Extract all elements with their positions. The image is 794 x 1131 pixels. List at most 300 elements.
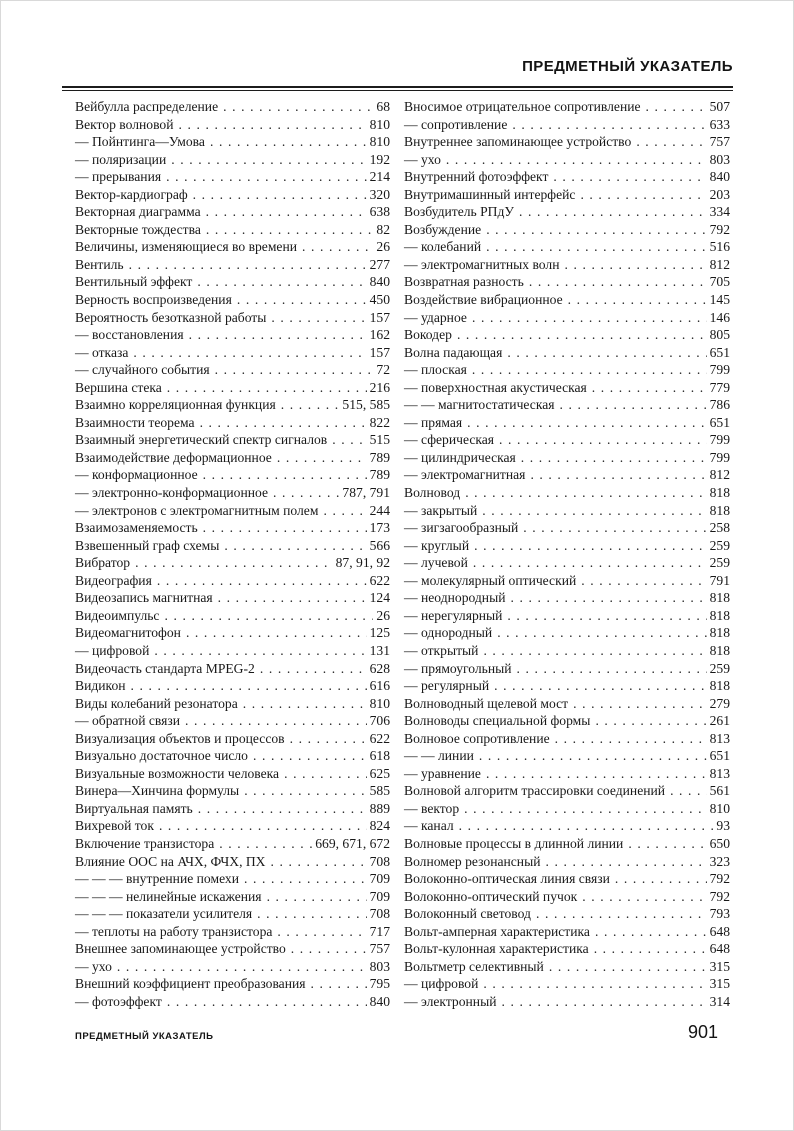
dot-leader: [129, 256, 367, 274]
index-page-number: 810: [709, 800, 730, 816]
index-page-number: 633: [709, 116, 730, 132]
index-entry: [75, 221, 390, 239]
index-term: Вентиль: [75, 256, 124, 272]
dot-leader: [131, 677, 367, 695]
dot-leader: [474, 537, 707, 555]
index-entry: [404, 677, 730, 695]
dot-leader: [511, 589, 707, 607]
index-page-number: 315: [709, 976, 730, 992]
dot-leader: [159, 817, 367, 835]
index-page-number: 585: [369, 783, 390, 799]
index-page-number: 818: [709, 607, 730, 623]
index-term: — сопротивление: [404, 116, 508, 132]
index-term: — ударное: [404, 309, 467, 325]
index-term: — электромагнитных волн: [404, 256, 560, 272]
index-term: — конформационное: [75, 467, 198, 483]
dot-leader: [507, 607, 706, 625]
dot-leader: [271, 309, 366, 327]
index-term: Волоконно-оптический пучок: [404, 888, 578, 904]
index-page-number: 799: [709, 432, 730, 448]
dot-leader: [497, 624, 706, 642]
dot-leader: [519, 203, 707, 221]
dot-leader: [311, 975, 367, 993]
dot-leader: [178, 116, 366, 134]
index-entry: [75, 782, 390, 800]
index-entry: [404, 133, 730, 151]
index-term: Вейбулла распределение: [75, 99, 219, 114]
index-entry: [75, 186, 390, 204]
index-entry: [404, 572, 730, 590]
dot-leader: [465, 484, 706, 502]
index-entry: [404, 221, 730, 239]
dot-leader: [457, 326, 707, 344]
index-entry: [404, 396, 730, 414]
index-entry: [404, 747, 730, 765]
dot-leader: [157, 572, 367, 590]
index-term: — молекулярный оптический: [404, 572, 577, 588]
index-entry: [404, 888, 730, 906]
dot-leader: [464, 800, 706, 818]
index-term: — отказа: [75, 344, 129, 360]
dot-leader: [332, 431, 366, 449]
index-column-left: [75, 98, 390, 1010]
index-term: Взаимный энергетический спектр сигналов: [75, 432, 328, 448]
index-entry: [404, 975, 730, 993]
index-term: — электронный: [404, 993, 497, 1009]
index-term: Волоконно-оптическая линия связи: [404, 871, 610, 887]
index-term: Визуализация объектов и процессов: [75, 730, 285, 746]
index-page-number: 840: [369, 274, 390, 290]
index-page-number: 68: [376, 99, 390, 114]
index-page-number: 793: [709, 906, 730, 922]
index-entry: [404, 817, 730, 835]
index-term: — нерегулярный: [404, 607, 503, 623]
index-term: Взаимно корреляционная функция: [75, 397, 276, 413]
index-entry: [404, 905, 730, 923]
index-entry: [75, 642, 390, 660]
index-term: Вольтметр селективный: [404, 958, 544, 974]
index-entry: [404, 484, 730, 502]
index-term: — прерывания: [75, 169, 162, 185]
index-entry: [404, 695, 730, 713]
index-entry: [75, 817, 390, 835]
index-term: Визуально достаточное число: [75, 748, 248, 764]
dot-leader: [568, 291, 707, 309]
dot-leader: [203, 519, 367, 537]
index-page-number: 618: [369, 748, 390, 764]
dot-leader: [573, 695, 707, 713]
index-page-number: 320: [369, 186, 390, 202]
index-page-number: 813: [709, 765, 730, 781]
index-entry: [75, 747, 390, 765]
dot-leader: [260, 660, 367, 678]
index-term: Волновой алгоритм трассировки соединений: [404, 783, 666, 799]
index-entry: [404, 712, 730, 730]
index-page-number: 810: [369, 134, 390, 150]
dot-leader: [284, 765, 367, 783]
dot-leader: [536, 905, 707, 923]
index-entry: [404, 782, 730, 800]
index-term: — зигзагообразный: [404, 520, 519, 536]
index-page-number: 792: [709, 221, 730, 237]
index-page-number: 279: [709, 695, 730, 711]
index-entry: [404, 98, 730, 116]
index-entry: [75, 98, 390, 116]
index-entry: [75, 835, 390, 853]
index-page-number: 818: [709, 502, 730, 518]
index-term: — вектор: [404, 800, 460, 816]
index-page-number: 450: [369, 292, 390, 308]
dot-leader: [267, 888, 367, 906]
dot-leader: [117, 958, 367, 976]
index-term: — сферическая: [404, 432, 495, 448]
dot-leader: [595, 923, 707, 941]
index-term: Вектор-кардиограф: [75, 186, 188, 202]
index-entry: [75, 923, 390, 941]
dot-leader: [224, 537, 366, 555]
index-entry: [404, 291, 730, 309]
index-page-number: 515: [369, 432, 390, 448]
dot-leader: [203, 466, 367, 484]
index-term: Вибратор: [75, 555, 131, 571]
index-page-number: 818: [709, 625, 730, 641]
dot-leader: [560, 396, 707, 414]
dot-leader: [555, 730, 707, 748]
index-column-right: [404, 98, 730, 1010]
index-entry: [404, 238, 730, 256]
dot-leader: [166, 168, 367, 186]
index-page-number: 277: [369, 256, 390, 272]
index-entry: [75, 993, 390, 1011]
index-page-number: 803: [709, 151, 730, 167]
index-page-number: 315: [709, 958, 730, 974]
index-page-number: 651: [709, 414, 730, 430]
dot-leader: [512, 116, 706, 134]
dot-leader: [472, 309, 707, 327]
index-page-number: 561: [709, 783, 730, 799]
index-term: Волноводы специальной формы: [404, 713, 591, 729]
index-term: — случайного события: [75, 362, 210, 378]
index-term: Волоконный световод: [404, 906, 531, 922]
index-term: Волновые процессы в длинной линии: [404, 835, 624, 851]
index-page-number: 669, 671, 672: [315, 835, 390, 851]
footer-running-title: ПРЕДМЕТНЫЙ УКАЗАТЕЛЬ: [75, 1031, 214, 1042]
dot-leader: [517, 660, 707, 678]
index-term: Визуальные возможности человека: [75, 765, 280, 781]
index-term: — неоднородный: [404, 590, 506, 606]
index-entry: [404, 431, 730, 449]
dot-leader: [186, 624, 367, 642]
index-term: — прямоугольный: [404, 660, 512, 676]
dot-leader: [210, 133, 367, 151]
index-columns: [75, 98, 730, 1010]
index-page-number: 792: [709, 871, 730, 887]
index-entry: [404, 519, 730, 537]
index-entry: [75, 519, 390, 537]
dot-leader: [564, 256, 706, 274]
index-page-number: 622: [369, 730, 390, 746]
index-page-number: 786: [709, 397, 730, 413]
index-page-number: 840: [369, 993, 390, 1009]
index-entry: [75, 572, 390, 590]
index-page-number: 93: [716, 818, 730, 834]
index-entry: [75, 256, 390, 274]
index-page-number: 203: [709, 186, 730, 202]
dot-leader: [243, 695, 367, 713]
index-term: Вольт-амперная характеристика: [404, 923, 590, 939]
index-page-number: 261: [709, 713, 730, 729]
index-entry: [75, 712, 390, 730]
index-term: — фотоэффект: [75, 993, 162, 1009]
index-term: — лучевой: [404, 555, 468, 571]
index-entry: [404, 958, 730, 976]
index-term: Виды колебаний резонатора: [75, 695, 238, 711]
index-page-number: 812: [709, 467, 730, 483]
index-page-number: 628: [369, 660, 390, 676]
index-page-number: 789: [369, 467, 390, 483]
index-term: Видикон: [75, 678, 126, 694]
dot-leader: [581, 572, 706, 590]
index-entry: [404, 414, 730, 432]
index-page-number: 258: [709, 520, 730, 536]
index-entry: [75, 624, 390, 642]
index-term: Видеозапись магнитная: [75, 590, 213, 606]
index-entry: [404, 449, 730, 467]
index-entry: [75, 695, 390, 713]
running-head-title: ПРЕДМЕТНЫЙ УКАЗАТЕЛЬ: [522, 58, 733, 75]
dot-leader: [189, 326, 367, 344]
index-entry: [404, 537, 730, 555]
index-entry: [75, 888, 390, 906]
index-term: — регулярный: [404, 678, 490, 694]
index-page-number: 810: [369, 116, 390, 132]
index-entry: [75, 537, 390, 555]
index-page-number: 72: [376, 362, 390, 378]
index-term: Верность воспроизведения: [75, 292, 232, 308]
index-page-number: 26: [376, 607, 390, 623]
index-page-number: 323: [709, 853, 730, 869]
dot-leader: [501, 993, 706, 1011]
index-entry: [75, 975, 390, 993]
index-term: — цилиндрическая: [404, 449, 516, 465]
index-page-number: 648: [709, 923, 730, 939]
index-page-number: 214: [369, 169, 390, 185]
index-term: Вероятность безотказной работы: [75, 309, 267, 325]
index-entry: [75, 554, 390, 572]
dot-leader: [546, 853, 707, 871]
index-entry: [404, 466, 730, 484]
dot-leader: [193, 186, 367, 204]
index-entry: [75, 379, 390, 397]
index-entry: [404, 589, 730, 607]
dot-leader: [529, 273, 707, 291]
index-term: Вольт-кулонная характеристика: [404, 941, 589, 957]
index-term: Вершина стека: [75, 379, 162, 395]
index-entry: [75, 484, 390, 502]
index-entry: [75, 940, 390, 958]
dot-leader: [483, 642, 706, 660]
index-page-number: 812: [709, 256, 730, 272]
index-entry: [75, 344, 390, 362]
dot-leader: [594, 940, 707, 958]
index-page-number: 822: [369, 414, 390, 430]
dot-leader: [244, 870, 367, 888]
index-entry: [404, 344, 730, 362]
index-entry: [75, 905, 390, 923]
dot-leader: [467, 414, 706, 432]
index-page-number: 334: [709, 204, 730, 220]
dot-leader: [472, 361, 707, 379]
index-term: Внешний коэффициент преобразования: [75, 976, 306, 992]
index-page-number: 314: [709, 993, 730, 1009]
index-entry: [404, 361, 730, 379]
dot-leader: [446, 151, 707, 169]
index-page-number: 566: [369, 537, 390, 553]
index-term: Внешнее запоминающее устройство: [75, 941, 286, 957]
dot-leader: [482, 502, 706, 520]
index-page-number: 625: [369, 765, 390, 781]
index-entry: [75, 396, 390, 414]
index-term: Виртуальная память: [75, 800, 193, 816]
index-term: Видеочасть стандарта MPEG-2: [75, 660, 255, 676]
dot-leader: [197, 273, 366, 291]
index-entry: [404, 116, 730, 134]
dot-leader: [323, 502, 366, 520]
dot-leader: [473, 554, 707, 572]
index-page-number: 757: [369, 941, 390, 957]
index-term: — поверхностная акустическая: [404, 379, 587, 395]
index-page-number: 192: [369, 151, 390, 167]
index-entry: [404, 203, 730, 221]
index-term: — — магнитостатическая: [404, 397, 555, 413]
index-term: Величины, изменяющиеся во времени: [75, 239, 298, 255]
index-entry: [404, 309, 730, 327]
index-page-number: 507: [709, 99, 730, 114]
index-page-number: 616: [369, 678, 390, 694]
index-term: Взаимности теорема: [75, 414, 195, 430]
index-page-number: 651: [709, 344, 730, 360]
index-entry: [75, 449, 390, 467]
dot-leader: [615, 870, 707, 888]
dot-leader: [167, 993, 367, 1011]
index-page-number: 799: [709, 449, 730, 465]
index-entry: [404, 800, 730, 818]
index-term: — теплоты на работу транзистора: [75, 923, 273, 939]
index-term: — плоская: [404, 362, 467, 378]
dot-leader: [223, 98, 373, 116]
index-page-number: 709: [369, 871, 390, 887]
footer-page-number: 901: [687, 1022, 718, 1042]
index-page-number: 259: [709, 555, 730, 571]
index-page-number: 813: [709, 730, 730, 746]
index-entry: [75, 116, 390, 134]
index-term: Воздействие вибрационное: [404, 292, 563, 308]
index-term: Возбудитель РПдУ: [404, 204, 515, 220]
index-page-number: 145: [709, 292, 730, 308]
dot-leader: [171, 151, 366, 169]
dot-leader: [253, 747, 367, 765]
index-term: Волна падающая: [404, 344, 503, 360]
dot-leader: [479, 747, 707, 765]
dot-leader: [499, 431, 707, 449]
index-entry: [75, 589, 390, 607]
index-term: — цифровой: [75, 642, 150, 658]
index-term: Возвратная разность: [404, 274, 524, 290]
dot-leader: [164, 607, 373, 625]
index-entry: [75, 431, 390, 449]
index-entry: [404, 993, 730, 1011]
index-page-number: 779: [709, 379, 730, 395]
index-term: Волновое сопротивление: [404, 730, 550, 746]
index-entry: [75, 273, 390, 291]
index-entry: [75, 151, 390, 169]
index-entry: [75, 502, 390, 520]
dot-leader: [244, 782, 366, 800]
dot-leader: [135, 554, 333, 572]
index-page-number: 706: [369, 713, 390, 729]
index-term: Внутренний фотоэффект: [404, 169, 549, 185]
index-term: Векторная диаграмма: [75, 204, 201, 220]
dot-leader: [521, 449, 707, 467]
dot-leader: [302, 238, 373, 256]
dot-leader: [670, 782, 707, 800]
index-page-number: 818: [709, 485, 730, 501]
dot-leader: [206, 221, 374, 239]
index-entry: [404, 326, 730, 344]
index-entry: [75, 309, 390, 327]
index-page-number: 125: [369, 625, 390, 641]
index-entry: [75, 361, 390, 379]
index-page-number: 791: [709, 572, 730, 588]
index-page-number: 82: [376, 221, 390, 237]
dot-leader: [507, 344, 706, 362]
index-term: Винера—Хинчина формулы: [75, 783, 240, 799]
dot-leader: [133, 344, 366, 362]
dot-leader: [486, 221, 706, 239]
index-term: Видеомагнитофон: [75, 625, 181, 641]
index-term: — Пойнтинга—Умова: [75, 134, 205, 150]
dot-leader: [215, 361, 374, 379]
index-entry: [75, 660, 390, 678]
index-page-number: 515, 585: [342, 397, 390, 413]
index-entry: [404, 853, 730, 871]
index-entry: [404, 923, 730, 941]
dot-leader: [167, 379, 367, 397]
index-page-number: 622: [369, 572, 390, 588]
dot-leader: [582, 888, 706, 906]
index-entry: [404, 151, 730, 169]
index-entry: [75, 607, 390, 625]
index-entry: [75, 238, 390, 256]
index-term: Волноводный щелевой мост: [404, 695, 569, 711]
index-term: — электромагнитная: [404, 467, 526, 483]
index-term: — — — нелинейные искажения: [75, 888, 262, 904]
index-entry: [75, 853, 390, 871]
index-entry: [404, 502, 730, 520]
index-page-number: 157: [369, 309, 390, 325]
index-entry: [75, 414, 390, 432]
index-entry: [404, 607, 730, 625]
index-page-number: 244: [369, 502, 390, 518]
index-entry: [75, 800, 390, 818]
index-entry: [75, 677, 390, 695]
index-entry: [404, 273, 730, 291]
index-term: Внутреннее запоминающее устройство: [404, 134, 632, 150]
dot-leader: [483, 975, 706, 993]
index-entry: [404, 642, 730, 660]
index-entry: [75, 958, 390, 976]
index-term: Вокодер: [404, 327, 452, 343]
